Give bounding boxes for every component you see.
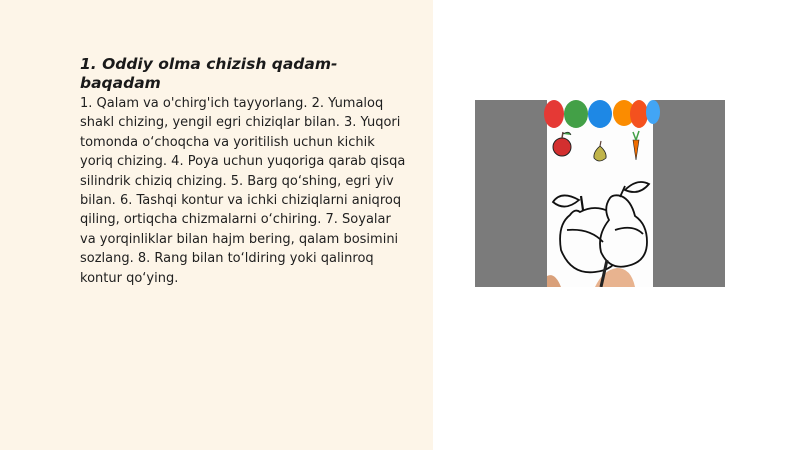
drawing-video-thumbnail[interactable] <box>475 100 725 287</box>
drawing-illustration <box>475 100 725 287</box>
paint-blob-red-orange <box>630 100 648 128</box>
slide-body-text: 1. Qalam va o'chirg'ich tayyorlang. 2. Yumaloq shakl chizing, yengil egri chiziqlar bilan. 3. Yuqori tomonda o‘choqcha va yoritilish uchun kichik yoriq chizing. 4. Poya uchun yuqoriga qarab qisqa silindrik chiziq chizing. 5. Barg qo‘shing, egri yiv bilan. 6. Tashqi kontur va ichki chiziqlarni aniqroq qiling, ortiqcha chizmalarni o‘chiring. 7. Soyalar va yorqinliklar bilan hajm bering, qalam bosimini sozlang. 8. Rang bilan to‘ldiring yoki qalinroq kontur qo‘ying. <box>80 96 406 286</box>
slide-title: 1. Oddiy olma chizish qadam-baqadam <box>80 55 338 92</box>
paint-blob-blue <box>588 100 612 128</box>
paint-blob-green <box>564 100 588 128</box>
paint-blob-red <box>544 100 564 128</box>
paint-blob-light-blue <box>646 100 660 124</box>
